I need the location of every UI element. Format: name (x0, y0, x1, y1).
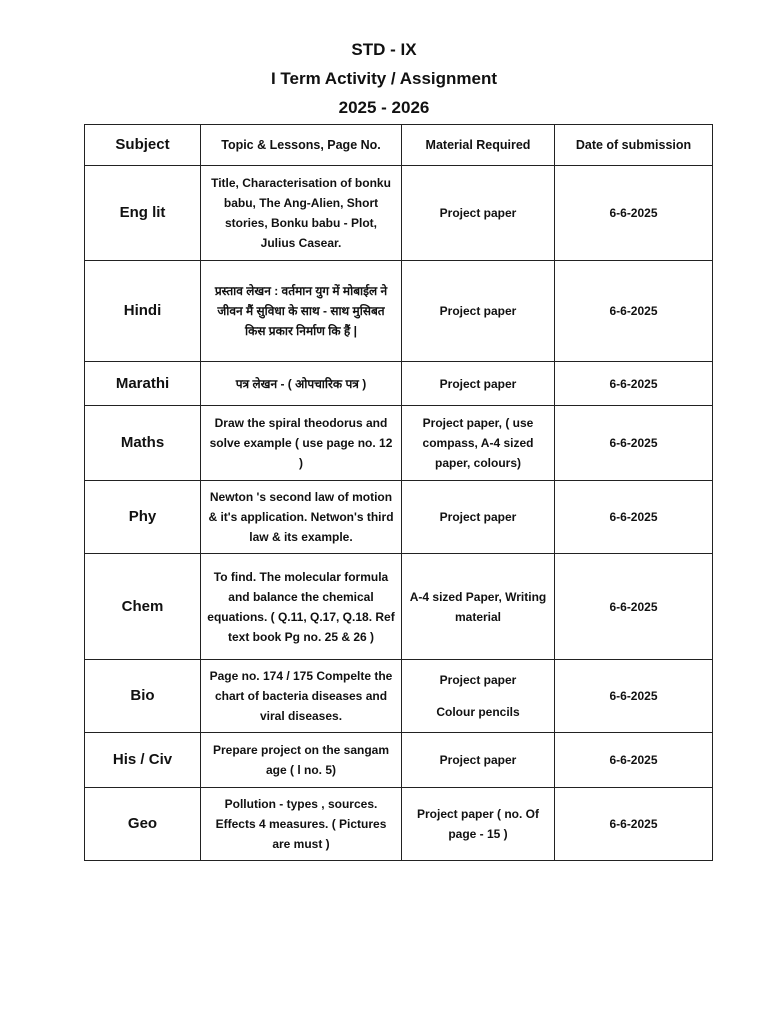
material-cell (402, 660, 555, 733)
date-cell: 6-6-2025 (555, 660, 713, 733)
page-title-year: 2025 - 2026 (338, 98, 430, 117)
material-cell: Project paper (402, 166, 555, 261)
topic-cell: To find. The molecular formula and balance the chemical equations. ( Q.11, Q.17, Q.18. Ref text book Pg no. 25 & 26 ) (201, 554, 402, 660)
subject-cell: Maths (85, 406, 201, 481)
date-cell: 6-6-2025 (555, 166, 713, 261)
topic-cell: Newton 's second law of motion & it's application. Netwon's third law & its example. (201, 481, 402, 554)
column-header-material: Material Required (402, 125, 555, 166)
table-header-row (85, 125, 713, 166)
table-row (85, 362, 713, 406)
column-header-subject: Subject (85, 125, 201, 166)
subject-cell: Phy (85, 481, 201, 554)
topic-cell: Title, Characterisation of bonku babu, The Ang-Alien, Short stories, Bonku babu - Plot, Julius Casear. (201, 166, 402, 261)
date-cell: 6-6-2025 (555, 733, 713, 788)
subject-cell: Marathi (85, 362, 201, 406)
date-cell: 6-6-2025 (555, 362, 713, 406)
table-row (85, 481, 713, 554)
page-title-term: I Term Activity / Assignment (270, 69, 498, 88)
material-cell: Project paper, ( use compass, A-4 sized paper, colours) (402, 406, 555, 481)
subject-cell: Hindi (85, 261, 201, 362)
material-cell: A-4 sized Paper, Writing material (402, 554, 555, 660)
subject-cell: Geo (85, 788, 201, 861)
table-row (85, 733, 713, 788)
table-row (85, 261, 713, 362)
assignment-table (84, 124, 713, 861)
date-cell: 6-6-2025 (555, 788, 713, 861)
topic-cell: Pollution - types , sources. Effects 4 measures. ( Pictures are must ) (201, 788, 402, 861)
topic-cell: Prepare project on the sangam age ( l no. 5) (201, 733, 402, 788)
column-header-date: Date of submission (555, 125, 713, 166)
topic-cell: पत्र लेखन - ( ओपचारिक पत्र ) (201, 362, 402, 406)
date-cell: 6-6-2025 (555, 554, 713, 660)
subject-cell: Bio (85, 660, 201, 733)
column-header-topic: Topic & Lessons, Page No. (201, 125, 402, 166)
table-row (85, 166, 713, 261)
table-row (85, 406, 713, 481)
subject-cell: Eng lit (85, 166, 201, 261)
topic-cell: Page no. 174 / 175 Compelte the chart of bacteria diseases and viral diseases. (201, 660, 402, 733)
material-line: Colour pencils (436, 705, 520, 719)
table-row (85, 788, 713, 861)
material-cell: Project paper (402, 261, 555, 362)
topic-cell: Draw the spiral theodorus and solve example ( use page no. 12 ) (201, 406, 402, 481)
page-title-std: STD - IX (351, 40, 417, 59)
date-cell: 6-6-2025 (555, 406, 713, 481)
table-row (85, 554, 713, 660)
subject-cell: Chem (85, 554, 201, 660)
material-line: Project paper (439, 673, 517, 687)
material-cell: Project paper ( no. Of page - 15 ) (402, 788, 555, 861)
date-cell: 6-6-2025 (555, 261, 713, 362)
date-cell: 6-6-2025 (555, 481, 713, 554)
material-cell: Project paper (402, 481, 555, 554)
material-cell: Project paper (402, 733, 555, 788)
subject-cell: His / Civ (85, 733, 201, 788)
material-cell: Project paper (402, 362, 555, 406)
topic-cell: प्रस्ताव लेखन : वर्तमान युग में मोबाईल ने जीवन मैं सुविधा के साथ - साथ मुसिबत किस प्रकार निर्माण कि हैं | (201, 261, 402, 362)
table-row (85, 660, 713, 733)
